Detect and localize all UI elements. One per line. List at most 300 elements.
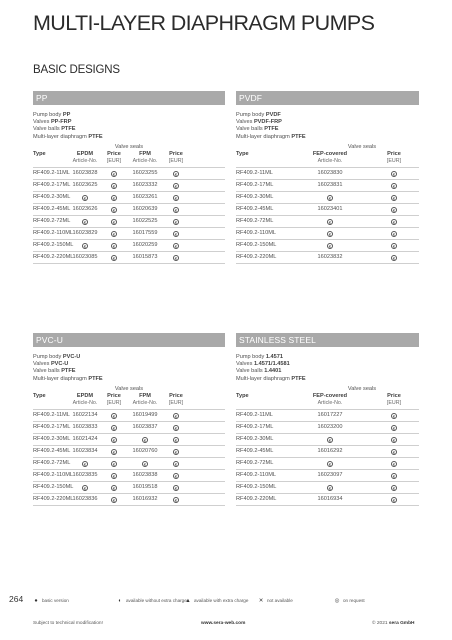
material-description (33, 112, 225, 141)
available-without-extra-charge-icon: ◐ (118, 598, 122, 604)
on-request-icon (370, 483, 418, 494)
on-request-icon (306, 459, 354, 470)
on-request-icon (152, 241, 200, 252)
on-request-icon (152, 169, 200, 180)
material-label: Valves (33, 119, 51, 126)
material-line (236, 361, 419, 368)
material-line (236, 354, 419, 361)
on-request-icon-glyph: € (83, 195, 87, 201)
material-label: Valves (236, 361, 254, 368)
available-with-extra-charge-icon: ▲ (185, 598, 191, 604)
material-value: PVC-U (50, 361, 69, 368)
legend-label: basic version (42, 598, 69, 603)
table-row (33, 482, 225, 494)
on-request-icon (370, 217, 418, 228)
column-header-row (33, 151, 225, 158)
article-number: 16016934 (317, 495, 343, 502)
table-row (236, 216, 419, 228)
pump-type: RF409.2-30ML (33, 435, 71, 442)
legend-item (117, 598, 187, 604)
article-number: 16023626 (72, 205, 98, 212)
section-pvdf (236, 91, 419, 264)
material-line (33, 361, 225, 368)
article-number: 16022525 (132, 217, 158, 224)
table-row (236, 434, 419, 446)
pump-type: RF409.2-45ML (236, 447, 274, 454)
valve-seals-label: Valve seals (114, 385, 144, 392)
article-number: 16021424 (72, 435, 98, 442)
on-request-icon (370, 181, 418, 192)
material-line (236, 376, 419, 383)
on-request-icon: ◎ (334, 598, 340, 604)
on-request-icon-glyph: € (112, 473, 116, 479)
material-line (33, 354, 225, 361)
on-request-icon-glyph: € (392, 207, 396, 213)
valve-seals-header-row (236, 144, 419, 151)
section-header: PP (33, 91, 225, 105)
material-value: PP (62, 112, 71, 118)
valve-seals-header-row (33, 386, 225, 393)
article-number: 16023837 (132, 423, 158, 430)
on-request-icon (370, 229, 418, 240)
on-request-icon (370, 253, 418, 264)
article-number: 16022134 (72, 411, 98, 418)
on-request-icon (370, 495, 418, 506)
article-number: 16019518 (132, 483, 158, 490)
pump-type: RF409.2-11ML (236, 411, 273, 418)
on-request-icon (152, 229, 200, 240)
article-number: 16023838 (132, 471, 158, 478)
on-request-icon (152, 205, 200, 216)
table-row (236, 458, 419, 470)
on-request-icon (370, 169, 418, 180)
on-request-icon-glyph: € (143, 461, 147, 467)
material-line (33, 126, 225, 133)
column-header: EPDM (76, 392, 94, 399)
article-number: 16023401 (317, 205, 343, 212)
material-label: Valve balls (236, 368, 265, 375)
article-number: 16023261 (132, 193, 158, 200)
price-table (33, 386, 225, 506)
material-line (33, 134, 225, 141)
on-request-icon-glyph: € (328, 231, 332, 237)
on-request-icon-glyph: € (392, 461, 396, 467)
table-row (33, 216, 225, 228)
on-request-icon (152, 411, 200, 422)
column-subheader: [EUR] (386, 399, 402, 406)
table-row (33, 168, 225, 180)
pump-type: RF409.2-72ML (33, 217, 71, 224)
on-request-icon (152, 447, 200, 458)
material-line (33, 376, 225, 383)
on-request-icon (152, 459, 200, 470)
column-subheader: [EUR] (168, 157, 184, 164)
material-value: PTFE (291, 133, 306, 140)
table-row (33, 422, 225, 434)
section-pp (33, 91, 225, 264)
pump-type: RF409.2-72ML (33, 459, 71, 466)
table-row (236, 446, 419, 458)
basic-version-icon: ● (34, 598, 38, 604)
on-request-icon-glyph: € (328, 437, 332, 443)
table-row (236, 204, 419, 216)
article-number: 16023829 (72, 229, 98, 236)
pump-type: RF409.2-17ML (236, 181, 274, 188)
on-request-icon-glyph: € (328, 195, 332, 201)
legend (0, 598, 452, 608)
article-number: 16023200 (317, 423, 343, 430)
pump-type: RF409.2-150ML (33, 483, 74, 490)
column-header: FEP-covered (312, 150, 348, 157)
pump-type: RF409.2-30ML (236, 193, 274, 200)
pump-type: RF409.2-220ML (236, 253, 277, 260)
on-request-icon (306, 193, 354, 204)
pump-type: RF409.2-17ML (236, 423, 274, 430)
on-request-icon-glyph: € (392, 485, 396, 491)
column-header-type: Type (33, 150, 46, 157)
on-request-icon (370, 423, 418, 434)
section-header: STAINLESS STEEL (236, 333, 419, 347)
material-label: Pump body (236, 112, 266, 118)
material-label: Pump body (236, 354, 266, 360)
column-subheader: Article-No. (72, 399, 98, 406)
on-request-icon-glyph: € (392, 255, 396, 261)
column-subheader: Article-No. (317, 399, 343, 406)
legend-item (334, 598, 365, 604)
not-available-icon: ✕ (258, 598, 264, 604)
on-request-icon-glyph: € (174, 413, 178, 419)
material-value: PVDF-FRP (253, 119, 282, 126)
on-request-icon-glyph: € (328, 461, 332, 467)
column-header: Price (169, 392, 183, 399)
on-request-icon-glyph: € (174, 437, 178, 443)
on-request-icon-glyph: € (328, 485, 332, 491)
material-value: PTFE (88, 375, 103, 382)
article-number: 16023831 (317, 181, 343, 188)
on-request-icon-glyph: € (392, 195, 396, 201)
article-number: 16020760 (132, 447, 158, 454)
column-header: FEP-covered (312, 392, 348, 399)
column-header: Price (387, 392, 401, 399)
on-request-icon-glyph: € (174, 497, 178, 503)
article-number: 16023625 (72, 181, 98, 188)
table-row (236, 228, 419, 240)
material-label: Multi-layer diaphragm (33, 133, 89, 140)
on-request-icon-glyph: € (112, 171, 116, 177)
on-request-icon-glyph: € (392, 437, 396, 443)
article-number: 16017227 (317, 411, 343, 418)
on-request-icon (370, 435, 418, 446)
on-request-icon-glyph: € (174, 195, 178, 201)
column-header: EPDM (76, 150, 94, 157)
table-row (33, 180, 225, 192)
on-request-icon-glyph: € (83, 219, 87, 225)
article-number: 16020639 (132, 205, 158, 212)
table-row (236, 482, 419, 494)
material-line (33, 368, 225, 375)
on-request-icon-glyph: € (143, 437, 147, 443)
pump-type: RF409.2-72ML (236, 217, 274, 224)
on-request-icon (152, 423, 200, 434)
on-request-icon-glyph: € (112, 195, 116, 201)
on-request-icon-glyph: € (112, 243, 116, 249)
pump-type: RF409.2-72ML (236, 459, 274, 466)
column-subheader: [EUR] (168, 399, 184, 406)
on-request-icon-glyph: € (392, 231, 396, 237)
section-header: PVDF (236, 91, 419, 105)
column-subheader-row (236, 400, 419, 410)
column-subheader: Article-No. (317, 157, 343, 164)
material-label: Multi-layer diaphragm (236, 375, 292, 382)
material-value: PTFE (264, 126, 279, 133)
legend-label: not available (267, 598, 293, 603)
pump-type: RF409.2-45ML (33, 205, 71, 212)
pump-type: RF409.2-11ML (33, 411, 70, 418)
pump-type: RF409.2-30ML (33, 193, 71, 200)
on-request-icon-glyph: € (392, 219, 396, 225)
material-label: Valve balls (236, 126, 265, 133)
page-number: 264 (9, 594, 24, 604)
column-header-row (33, 393, 225, 400)
on-request-icon-glyph: € (112, 425, 116, 431)
on-request-icon-glyph: € (112, 255, 116, 261)
column-header-type: Type (236, 150, 249, 157)
table-row (236, 252, 419, 264)
article-number: 16023332 (132, 181, 158, 188)
on-request-icon-glyph: € (112, 413, 116, 419)
valve-seals-label: Valve seals (347, 143, 377, 150)
on-request-icon-glyph: € (392, 183, 396, 189)
article-number: 16015873 (132, 253, 158, 260)
table-row (33, 228, 225, 240)
material-line (236, 112, 419, 119)
on-request-icon-glyph: € (112, 485, 116, 491)
column-header: Price (107, 392, 121, 399)
article-number: 16023836 (72, 495, 98, 502)
pump-type: RF409.2-30ML (236, 435, 274, 442)
pump-type: RF409.2-45ML (33, 447, 71, 454)
table-row (33, 240, 225, 252)
on-request-icon-glyph: € (328, 243, 332, 249)
material-value: PVDF (265, 112, 281, 118)
on-request-icon-glyph: € (392, 473, 396, 479)
pump-type: RF409.2-110ML (236, 471, 277, 478)
column-subheader: Article-No. (132, 157, 158, 164)
pump-type: RF409.2-220ML (33, 253, 74, 260)
article-number: 16017559 (132, 229, 158, 236)
on-request-icon (306, 435, 354, 446)
column-subheader: [EUR] (106, 157, 122, 164)
article-number: 16023832 (317, 253, 343, 260)
article-number: 16023830 (317, 169, 343, 176)
column-subheader: Article-No. (72, 157, 98, 164)
table-row (236, 168, 419, 180)
article-number: 16023834 (72, 447, 98, 454)
material-line (33, 112, 225, 119)
pump-type: RF409.2-11ML (236, 169, 273, 176)
on-request-icon-glyph: € (112, 461, 116, 467)
pump-type: RF409.2-110ML (33, 471, 74, 478)
table-row (33, 410, 225, 422)
on-request-icon-glyph: € (174, 171, 178, 177)
on-request-icon (152, 483, 200, 494)
section-stainless-steel (236, 333, 419, 506)
material-line (236, 126, 419, 133)
on-request-icon (152, 435, 200, 446)
on-request-icon-glyph: € (174, 243, 178, 249)
column-subheader-row (236, 158, 419, 168)
on-request-icon-glyph: € (83, 243, 87, 249)
on-request-icon-glyph: € (328, 219, 332, 225)
material-description (236, 354, 419, 383)
on-request-icon (370, 459, 418, 470)
on-request-icon-glyph: € (174, 207, 178, 213)
pump-type: RF409.2-17ML (33, 423, 71, 430)
legend-item (258, 598, 293, 604)
material-value: 1.4571 (265, 354, 283, 360)
column-header: Price (107, 150, 121, 157)
table-row (236, 470, 419, 482)
material-value: PVC-U (62, 354, 81, 360)
table-row (236, 494, 419, 506)
valve-seals-label: Valve seals (347, 385, 377, 392)
material-description (236, 112, 419, 141)
article-number: 16023828 (72, 169, 98, 176)
on-request-icon (152, 471, 200, 482)
on-request-icon-glyph: € (392, 171, 396, 177)
pump-type: RF409.2-150ML (33, 241, 74, 248)
on-request-icon (152, 495, 200, 506)
table-row (33, 204, 225, 216)
on-request-icon-glyph: € (112, 497, 116, 503)
article-number: 16023097 (317, 471, 343, 478)
table-row (236, 180, 419, 192)
legend-label: available without extra charge (126, 598, 187, 603)
on-request-icon (306, 241, 354, 252)
on-request-icon-glyph: € (112, 219, 116, 225)
column-header: Price (169, 150, 183, 157)
on-request-icon-glyph: € (392, 497, 396, 503)
column-subheader-row (33, 158, 225, 168)
column-header: FPM (139, 150, 151, 157)
legend-label: on request (343, 598, 365, 603)
legend-item (33, 598, 69, 604)
pump-type: RF409.2-110ML (236, 229, 277, 236)
article-number: 16023085 (72, 253, 98, 260)
on-request-icon-glyph: € (174, 449, 178, 455)
material-description (33, 354, 225, 383)
on-request-icon-glyph: € (174, 425, 178, 431)
material-label: Valve balls (33, 368, 62, 375)
on-request-icon-glyph: € (174, 231, 178, 237)
column-header-type: Type (33, 392, 46, 399)
valve-seals-header-row (33, 144, 225, 151)
article-number: 16023833 (72, 423, 98, 430)
column-subheader: Article-No. (132, 399, 158, 406)
table-row (33, 446, 225, 458)
pump-type: RF409.2-150ML (236, 483, 277, 490)
material-label: Multi-layer diaphragm (236, 133, 292, 140)
table-row (236, 410, 419, 422)
valve-seals-label: Valve seals (114, 143, 144, 150)
on-request-icon-glyph: € (112, 231, 116, 237)
pump-type: RF409.2-150ML (236, 241, 277, 248)
on-request-icon-glyph: € (83, 485, 87, 491)
footer-website-link[interactable]: www.sera-web.com (201, 621, 246, 626)
table-row (236, 192, 419, 204)
on-request-icon (370, 193, 418, 204)
page-subtitle: BASIC DESIGNS (33, 64, 120, 76)
footer-copyright: © 2021 sera GmbH (372, 621, 415, 626)
column-subheader-row (33, 400, 225, 410)
on-request-icon (152, 253, 200, 264)
on-request-icon-glyph: € (392, 243, 396, 249)
pump-type: RF409.2-11ML (33, 169, 70, 176)
column-header-type: Type (236, 392, 249, 399)
on-request-icon-glyph: € (174, 219, 178, 225)
table-row (236, 240, 419, 252)
table-row (33, 458, 225, 470)
on-request-icon (370, 205, 418, 216)
pump-type: RF409.2-220ML (33, 495, 74, 502)
material-value: PTFE (291, 375, 306, 382)
material-line (236, 368, 419, 375)
on-request-icon-glyph: € (174, 255, 178, 261)
article-number: 16016932 (132, 495, 158, 502)
material-label: Multi-layer diaphragm (33, 375, 89, 382)
material-value: 1.4401 (264, 368, 282, 375)
pump-type: RF409.2-220ML (236, 495, 277, 502)
column-header-row (236, 151, 419, 158)
article-number: 16020259 (132, 241, 158, 248)
on-request-icon-glyph: € (174, 183, 178, 189)
on-request-icon-glyph: € (112, 449, 116, 455)
table-row (33, 192, 225, 204)
material-value: PTFE (61, 126, 76, 133)
material-label: Valve balls (33, 126, 62, 133)
on-request-icon-glyph: € (83, 461, 87, 467)
on-request-icon (306, 217, 354, 228)
footer-disclaimer: Subject to technical modification! (33, 621, 103, 626)
material-value: PP-FRP (50, 119, 72, 126)
material-label: Valves (236, 119, 254, 126)
on-request-icon-glyph: € (112, 207, 116, 213)
article-number: 16019499 (132, 411, 158, 418)
column-header: FPM (139, 392, 151, 399)
section-header: PVC-U (33, 333, 225, 347)
column-subheader: [EUR] (106, 399, 122, 406)
on-request-icon-glyph: € (112, 183, 116, 189)
column-header: Price (387, 150, 401, 157)
legend-item (185, 598, 248, 604)
material-label: Valves (33, 361, 51, 368)
on-request-icon-glyph: € (392, 425, 396, 431)
on-request-icon (370, 471, 418, 482)
table-row (33, 494, 225, 506)
table-row (33, 470, 225, 482)
page-title: MULTI-LAYER DIAPHRAGM PUMPS (33, 11, 375, 35)
price-table (33, 144, 225, 264)
table-row (33, 252, 225, 264)
on-request-icon (152, 181, 200, 192)
on-request-icon-glyph: € (112, 437, 116, 443)
article-number: 16016292 (317, 447, 343, 454)
price-table (236, 386, 419, 506)
material-value: 1.4571/1.4581 (253, 361, 290, 368)
column-header-row (236, 393, 419, 400)
article-number: 16023255 (132, 169, 158, 176)
material-value: PTFE (88, 133, 103, 140)
